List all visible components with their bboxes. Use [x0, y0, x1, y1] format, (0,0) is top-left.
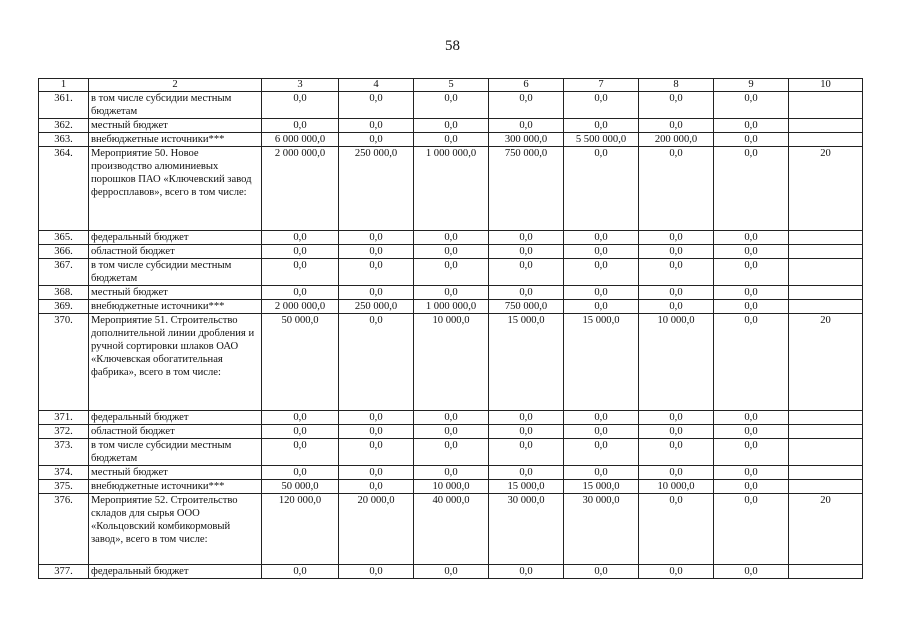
table-row: [39, 565, 863, 579]
value-cell: 0,0: [414, 425, 489, 439]
row-name-cell: в том числе субсидии местным бюджетам: [89, 439, 262, 466]
value-cell: 5 500 000,0: [564, 133, 639, 147]
table-row: [39, 286, 863, 300]
row-name-cell: местный бюджет: [89, 119, 262, 133]
value-cell: 0,0: [714, 425, 789, 439]
header-cell: 8: [639, 79, 714, 92]
header-cell: 5: [414, 79, 489, 92]
header-cell: 2: [89, 79, 262, 92]
row-number-cell: 363.: [39, 133, 89, 147]
value-cell: 750 000,0: [489, 300, 564, 314]
value-cell: 0,0: [639, 286, 714, 300]
value-cell: 0,0: [262, 565, 339, 579]
value-cell: 0,0: [639, 119, 714, 133]
header-cell: 6: [489, 79, 564, 92]
value-cell: 0,0: [564, 245, 639, 259]
value-cell: 0,0: [714, 286, 789, 300]
page-number: 58: [445, 38, 460, 54]
value-cell: 0,0: [414, 286, 489, 300]
row-number-cell: 367.: [39, 259, 89, 286]
value-cell: 0,0: [262, 231, 339, 245]
value-cell: 0,0: [714, 439, 789, 466]
value-cell: 0,0: [564, 300, 639, 314]
value-cell: 0,0: [639, 92, 714, 119]
value-cell: 0,0: [339, 231, 414, 245]
value-cell: 0,0: [564, 259, 639, 286]
value-cell: 0,0: [639, 259, 714, 286]
table-row: [39, 494, 863, 565]
value-cell: 6 000 000,0: [262, 133, 339, 147]
value-cell: 0,0: [339, 411, 414, 425]
table-row: [39, 133, 863, 147]
row-name-cell: внебюджетные источники***: [89, 480, 262, 494]
value-cell: 1 000 000,0: [414, 147, 489, 231]
value-cell: 0,0: [414, 259, 489, 286]
value-cell: 10 000,0: [639, 314, 714, 411]
row-number-cell: 376.: [39, 494, 89, 565]
value-cell: 0,0: [262, 439, 339, 466]
value-cell: 750 000,0: [489, 147, 564, 231]
value-cell: 0,0: [262, 286, 339, 300]
value-cell: 0,0: [639, 231, 714, 245]
indicator-cell: [789, 133, 863, 147]
table-row: [39, 300, 863, 314]
value-cell: 0,0: [262, 411, 339, 425]
indicator-cell: [789, 119, 863, 133]
value-cell: 15 000,0: [564, 314, 639, 411]
row-number-cell: 368.: [39, 286, 89, 300]
value-cell: 0,0: [339, 286, 414, 300]
value-cell: 0,0: [639, 466, 714, 480]
row-number-cell: 374.: [39, 466, 89, 480]
value-cell: 15 000,0: [564, 480, 639, 494]
value-cell: 0,0: [489, 286, 564, 300]
table-row: [39, 314, 863, 411]
value-cell: 0,0: [714, 231, 789, 245]
value-cell: 0,0: [339, 119, 414, 133]
value-cell: 0,0: [414, 133, 489, 147]
value-cell: 15 000,0: [489, 314, 564, 411]
value-cell: 0,0: [339, 439, 414, 466]
value-cell: 0,0: [262, 92, 339, 119]
row-number-cell: 377.: [39, 565, 89, 579]
value-cell: 0,0: [714, 565, 789, 579]
value-cell: 250 000,0: [339, 300, 414, 314]
value-cell: 10 000,0: [639, 480, 714, 494]
value-cell: 0,0: [714, 314, 789, 411]
row-name-cell: Мероприятие 51. Строительство дополнительной линии дробления и ручной сортировки шлаков ОАО «Ключевская обогатительная фабрика», всего в том числе:: [89, 314, 262, 411]
value-cell: 0,0: [489, 259, 564, 286]
value-cell: 0,0: [714, 92, 789, 119]
value-cell: 0,0: [564, 119, 639, 133]
value-cell: 0,0: [339, 565, 414, 579]
row-number-cell: 366.: [39, 245, 89, 259]
row-number-cell: 369.: [39, 300, 89, 314]
row-name-cell: местный бюджет: [89, 466, 262, 480]
value-cell: 0,0: [489, 119, 564, 133]
value-cell: 0,0: [262, 466, 339, 480]
value-cell: 0,0: [564, 286, 639, 300]
value-cell: 20 000,0: [339, 494, 414, 565]
value-cell: 0,0: [639, 147, 714, 231]
value-cell: 10 000,0: [414, 314, 489, 411]
value-cell: 10 000,0: [414, 480, 489, 494]
value-cell: 0,0: [339, 245, 414, 259]
value-cell: 50 000,0: [262, 314, 339, 411]
table-row: [39, 466, 863, 480]
value-cell: 0,0: [714, 133, 789, 147]
row-number-cell: 370.: [39, 314, 89, 411]
table-row: [39, 411, 863, 425]
row-name-cell: местный бюджет: [89, 286, 262, 300]
value-cell: 0,0: [262, 259, 339, 286]
value-cell: 0,0: [339, 133, 414, 147]
value-cell: 0,0: [489, 466, 564, 480]
value-cell: 0,0: [714, 480, 789, 494]
indicator-cell: [789, 565, 863, 579]
indicator-cell: 20: [789, 147, 863, 231]
value-cell: 0,0: [564, 466, 639, 480]
value-cell: 0,0: [639, 425, 714, 439]
value-cell: 0,0: [339, 314, 414, 411]
value-cell: 0,0: [639, 494, 714, 565]
value-cell: 0,0: [262, 119, 339, 133]
value-cell: 0,0: [714, 259, 789, 286]
value-cell: 0,0: [339, 466, 414, 480]
value-cell: 0,0: [714, 147, 789, 231]
value-cell: 50 000,0: [262, 480, 339, 494]
row-number-cell: 364.: [39, 147, 89, 231]
value-cell: 0,0: [564, 231, 639, 245]
value-cell: 0,0: [489, 565, 564, 579]
value-cell: 0,0: [489, 245, 564, 259]
row-number-cell: 375.: [39, 480, 89, 494]
indicator-cell: [789, 466, 863, 480]
value-cell: 2 000 000,0: [262, 147, 339, 231]
header-cell: 1: [39, 79, 89, 92]
budget-table: [38, 78, 863, 579]
table-row: [39, 245, 863, 259]
row-name-cell: внебюджетные источники***: [89, 133, 262, 147]
value-cell: 0,0: [714, 466, 789, 480]
value-cell: 0,0: [639, 411, 714, 425]
value-cell: 0,0: [262, 425, 339, 439]
value-cell: 200 000,0: [639, 133, 714, 147]
table-row: [39, 231, 863, 245]
indicator-cell: 20: [789, 314, 863, 411]
table-row: [39, 119, 863, 133]
value-cell: 0,0: [414, 245, 489, 259]
value-cell: 0,0: [564, 411, 639, 425]
value-cell: 0,0: [414, 231, 489, 245]
indicator-cell: [789, 425, 863, 439]
row-name-cell: областной бюджет: [89, 245, 262, 259]
row-name-cell: Мероприятие 52. Строительство складов для сырья ООО «Кольцовский комбикормовый завод», всего в том числе:: [89, 494, 262, 565]
header-cell: 9: [714, 79, 789, 92]
row-name-cell: федеральный бюджет: [89, 565, 262, 579]
value-cell: 0,0: [489, 411, 564, 425]
indicator-cell: [789, 411, 863, 425]
value-cell: 0,0: [564, 565, 639, 579]
value-cell: 40 000,0: [414, 494, 489, 565]
value-cell: 30 000,0: [564, 494, 639, 565]
value-cell: 0,0: [564, 425, 639, 439]
row-name-cell: Мероприятие 50. Новое производство алюминиевых порошков ПАО «Ключевский завод ферросплавов», всего в том числе:: [89, 147, 262, 231]
value-cell: 0,0: [714, 119, 789, 133]
value-cell: 0,0: [564, 439, 639, 466]
value-cell: 0,0: [714, 494, 789, 565]
indicator-cell: [789, 439, 863, 466]
value-cell: 0,0: [564, 147, 639, 231]
indicator-cell: [789, 259, 863, 286]
table-row: [39, 259, 863, 286]
value-cell: 0,0: [639, 439, 714, 466]
table-row: [39, 480, 863, 494]
indicator-cell: 20: [789, 494, 863, 565]
value-cell: 0,0: [489, 231, 564, 245]
value-cell: 0,0: [339, 425, 414, 439]
table-row: [39, 439, 863, 466]
row-number-cell: 373.: [39, 439, 89, 466]
value-cell: 0,0: [714, 245, 789, 259]
value-cell: 0,0: [639, 300, 714, 314]
row-name-cell: федеральный бюджет: [89, 411, 262, 425]
row-name-cell: в том числе субсидии местным бюджетам: [89, 259, 262, 286]
row-number-cell: 365.: [39, 231, 89, 245]
table-row: [39, 425, 863, 439]
row-number-cell: 362.: [39, 119, 89, 133]
value-cell: 0,0: [414, 411, 489, 425]
value-cell: 0,0: [489, 425, 564, 439]
indicator-cell: [789, 286, 863, 300]
indicator-cell: [789, 245, 863, 259]
value-cell: 300 000,0: [489, 133, 564, 147]
value-cell: 0,0: [262, 245, 339, 259]
indicator-cell: [789, 231, 863, 245]
value-cell: 0,0: [489, 92, 564, 119]
value-cell: 0,0: [564, 92, 639, 119]
row-name-cell: областной бюджет: [89, 425, 262, 439]
indicator-cell: [789, 300, 863, 314]
table-row: [39, 92, 863, 119]
value-cell: 0,0: [414, 466, 489, 480]
header-cell: 10: [789, 79, 863, 92]
value-cell: 120 000,0: [262, 494, 339, 565]
value-cell: 0,0: [339, 480, 414, 494]
table-body: [39, 92, 863, 579]
header-cell: 4: [339, 79, 414, 92]
value-cell: 0,0: [414, 565, 489, 579]
value-cell: 0,0: [714, 300, 789, 314]
value-cell: 0,0: [489, 439, 564, 466]
row-number-cell: 371.: [39, 411, 89, 425]
value-cell: 0,0: [639, 565, 714, 579]
value-cell: 1 000 000,0: [414, 300, 489, 314]
header-cell: 7: [564, 79, 639, 92]
row-name-cell: в том числе субсидии местным бюджетам: [89, 92, 262, 119]
value-cell: 0,0: [414, 92, 489, 119]
value-cell: 0,0: [639, 245, 714, 259]
indicator-cell: [789, 480, 863, 494]
row-number-cell: 361.: [39, 92, 89, 119]
value-cell: 0,0: [414, 119, 489, 133]
indicator-cell: [789, 92, 863, 119]
value-cell: 250 000,0: [339, 147, 414, 231]
value-cell: 0,0: [339, 92, 414, 119]
value-cell: 0,0: [714, 411, 789, 425]
value-cell: 15 000,0: [489, 480, 564, 494]
value-cell: 0,0: [339, 259, 414, 286]
header-cell: 3: [262, 79, 339, 92]
value-cell: 30 000,0: [489, 494, 564, 565]
table-row: [39, 147, 863, 231]
header-row: [39, 79, 863, 92]
value-cell: 0,0: [414, 439, 489, 466]
value-cell: 2 000 000,0: [262, 300, 339, 314]
row-name-cell: внебюджетные источники***: [89, 300, 262, 314]
row-number-cell: 372.: [39, 425, 89, 439]
row-name-cell: федеральный бюджет: [89, 231, 262, 245]
